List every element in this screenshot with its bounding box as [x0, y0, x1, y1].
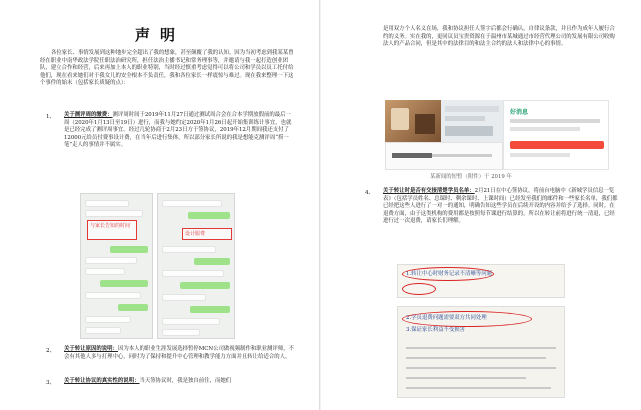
- item-heading: 关于测评周的缴费：: [64, 112, 113, 118]
- note-line: 2.学员退费问题需要双方共同处理: [406, 315, 487, 321]
- classroom-photo: [385, 100, 441, 142]
- chat-bubble: [162, 294, 206, 301]
- page-title: 声明: [134, 26, 185, 44]
- chat-bubble: [85, 292, 141, 299]
- chat-bubble: [162, 246, 216, 253]
- highlight-annotation: 与家长告知的时间: [87, 220, 137, 240]
- red-circle-annotation: [402, 267, 494, 281]
- chat-bubble: [162, 200, 222, 207]
- item-paragraph: [64, 378, 296, 386]
- note-line: 1.转让中心时财务记录不清晰等问题: [406, 271, 493, 277]
- chat-bubble: [190, 306, 230, 313]
- chat-bubble: [85, 268, 125, 275]
- chat-bubble: [162, 318, 220, 325]
- red-circle-annotation: [402, 283, 436, 295]
- intro-paragraph: 各位家长、事情发展到这种地步完全超出了我的想象，甚至颠覆了我的认知。因为当初考虑到我某某曾经在职业中南华政法学院任职法治研究所，担任法治主播书记和常务理事等，并邀请与我一起打造创业团队，建立合作和经营，后来再加上本人的职业特别，当时经过慎重考虑觉得可以将公司和学员以员工托付给他们，现在看来她们对于我女儿的安全根本不负责任，我和各位家长一样震惊与难过。现在我来整理一下这个事件的始末（包括家长质疑的点）：: [40, 50, 294, 87]
- chat-bubble: [110, 246, 148, 253]
- chat-bubble: [188, 212, 230, 219]
- chat-screenshot-2: [157, 193, 235, 339]
- chat-screenshot-1: [80, 193, 153, 339]
- chat-bubble: [85, 316, 131, 323]
- item-paragraph: [383, 188, 619, 226]
- note-image-1: [397, 264, 565, 298]
- image-caption: 某新闻的短暂（附件）于 2019 年: [430, 174, 512, 180]
- chat-bubble: [85, 200, 129, 207]
- chat-bubble: [162, 329, 200, 336]
- chat-bubble: [85, 327, 121, 334]
- chat-bubble: [162, 270, 224, 277]
- item-number: 3、: [46, 380, 56, 386]
- note-line: 3.保证家长利益不受损害: [406, 327, 466, 333]
- item-paragraph: [64, 112, 296, 150]
- document-page-left: [0, 0, 320, 410]
- chat-bubble: [194, 258, 230, 265]
- note-image-2: [397, 306, 565, 398]
- item-text: 当天签协议时，我是独自前往，而她们: [139, 378, 232, 384]
- item-heading: 关于转让时是否有交接清楚学员名单：: [383, 188, 475, 194]
- chat-bubble: [118, 304, 148, 311]
- app-screenshot: [441, 100, 503, 142]
- item-text: 因为本人的职业生涯发展选择暂停MCN公司做视频制作和职业测评师，不会有其他人多与打理中心，同时为了保持和提升中心管理和教学能力方面并且转让给适合的人。: [64, 346, 295, 360]
- news-screenshot: [503, 100, 609, 170]
- continuation-paragraph: 是用双方个人名义在场，我和协议担任人签字后都会行确认，自律议条款，并且作为成年人履行合约的义务。实在我的，更同议员宝贵资源在于温州市某城通过市经营代理公司的发展有限公司收购法人的产品合同，但是其中的法律目的和法主合约的法人和法律中心的事情。: [383, 26, 615, 48]
- item-number: 1、: [46, 114, 56, 120]
- item-text: 测评周时间于2019年11月27日通过测试周合会在合本学期放假前的最后一周（2020年1月13日至19日）进行，而我与她约定2020年1月26日起开始集训练计事宜，也就是已经完成了测评周事宜。经过几轮协商于2月23日方于签协议，2019年12月期间我还支付了12000元给员付费事设计费，在当年后进行集体，所以部分家长所说的我是想能克测评周“捞一笔”走人的事情并不属实。: [64, 112, 292, 149]
- item-number: 2、: [46, 348, 56, 354]
- chat-bubble: [100, 280, 148, 287]
- chat-bubble: [180, 282, 230, 289]
- item-paragraph: [64, 346, 296, 361]
- document-page-right: [321, 0, 641, 410]
- item-text: 2月21日在中心签协议，将前台电脑中《新城学员信息一览表》（包括学员姓名、总课时、剩余课时、上课时间）已经发至我们的邮件和一些家长名单，我们都已经把这些人进行了一对一的通知，明确告知这些学员在后续开设的内容并给予了选择。同时，在退费方面，由于这类机构的费用都是按照每节课进行结算的，所以在转让前将进行统一清退，已经进行过一次退费，请家长们理解。: [383, 188, 618, 225]
- app-name: 好消息: [510, 109, 529, 116]
- item-number: 4、: [365, 190, 375, 196]
- chat-bubble: [85, 210, 143, 217]
- item-heading: 关于转让原因的说明：: [64, 346, 118, 352]
- audio-clip: [385, 142, 503, 170]
- item-heading: 关于转让协议的真实性的说明：: [64, 378, 140, 384]
- highlight-annotation: 设计服费: [182, 228, 232, 240]
- red-circle-annotation: [402, 311, 532, 327]
- chat-bubble: [85, 257, 137, 264]
